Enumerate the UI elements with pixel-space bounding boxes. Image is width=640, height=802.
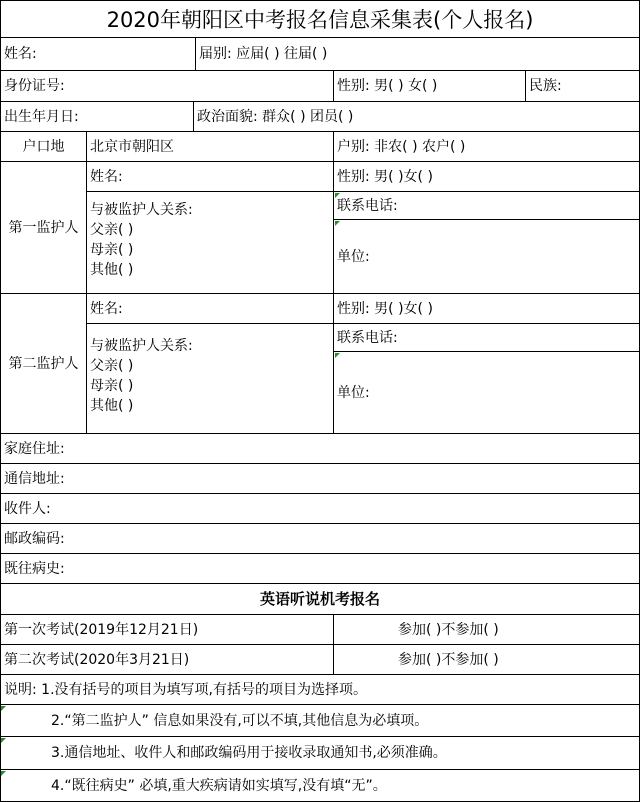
student-gender-choice[interactable]: 性别: 男( ) 女( ): [334, 71, 526, 102]
medical-history-field[interactable]: 既往病史:: [0, 554, 640, 584]
note-4: 4.“既往病史” 必填,重大疾病请如实填写,没有填“无”。: [0, 770, 640, 802]
id-number-field[interactable]: 身份证号:: [0, 71, 334, 102]
mailing-address-field[interactable]: 通信地址:: [0, 464, 640, 494]
note-2: 2.“第二监护人” 信息如果没有,可以不填,其他信息为必填项。: [0, 705, 640, 737]
relation-other[interactable]: 其他( ): [90, 398, 134, 414]
guardian1-name-field[interactable]: 姓名:: [87, 162, 334, 192]
comment-marker-icon: [335, 221, 340, 226]
form-title: 2020年朝阳区中考报名信息采集表(个人报名): [0, 0, 640, 38]
note-3: 3.通信地址、收件人和邮政编码用于接收录取通知书,必须准确。: [0, 737, 640, 770]
political-status-choice[interactable]: 政治面貌: 群众( ) 团员( ): [194, 102, 640, 132]
comment-marker-icon: [1, 771, 6, 776]
exam2-label: 第二次考试(2020年3月21日): [0, 645, 334, 675]
guardian2-label: 第二监护人: [0, 294, 87, 434]
ethnicity-field[interactable]: 民族:: [526, 71, 640, 102]
exam2-choice[interactable]: 参加( )不参加( ): [334, 645, 640, 675]
guardian1-relation-choice[interactable]: [87, 192, 334, 294]
guardian1-phone-field[interactable]: 联系电话:: [334, 192, 640, 220]
guardian2-gender-choice[interactable]: 性别: 男( )女( ): [334, 294, 640, 324]
relation-father[interactable]: 父亲( ): [90, 358, 134, 374]
guardian1-work-field[interactable]: 单位:: [334, 220, 640, 294]
relation-mother[interactable]: 母亲( ): [90, 242, 134, 258]
home-address-field[interactable]: 家庭住址:: [0, 434, 640, 464]
session-choice[interactable]: 届别: 应届( ) 往届( ): [196, 38, 640, 71]
english-exam-header: 英语听说机考报名: [0, 584, 640, 615]
student-name-field[interactable]: 姓名:: [0, 38, 196, 71]
relation-father[interactable]: 父亲( ): [90, 222, 134, 238]
comment-marker-icon: [1, 738, 6, 743]
relation-title: 与被监护人关系:: [90, 338, 193, 354]
exam1-label: 第一次考试(2019年12月21日): [0, 615, 334, 645]
exam1-choice[interactable]: 参加( )不参加( ): [334, 615, 640, 645]
guardian2-work-field[interactable]: 单位:: [334, 352, 640, 434]
postcode-field[interactable]: 邮政编码:: [0, 524, 640, 554]
comment-marker-icon: [335, 193, 340, 198]
guardian1-gender-choice[interactable]: 性别: 男( )女( ): [334, 162, 640, 192]
relation-other[interactable]: 其他( ): [90, 262, 134, 278]
guardian1-label: 第一监护人: [0, 162, 87, 294]
comment-marker-icon: [1, 706, 6, 711]
household-type-choice[interactable]: 户别: 非农( ) 农户( ): [334, 132, 640, 162]
relation-mother[interactable]: 母亲( ): [90, 378, 134, 394]
birth-date-field[interactable]: 出生年月日:: [0, 102, 194, 132]
note-1: 说明: 1.没有括号的项目为填写项,有括号的项目为选择项。: [0, 675, 640, 705]
guardian2-name-field[interactable]: 姓名:: [87, 294, 334, 324]
household-value: 北京市朝阳区: [87, 132, 334, 162]
household-label: 户口地: [0, 132, 87, 162]
comment-marker-icon: [335, 353, 340, 358]
guardian2-phone-field[interactable]: 联系电话:: [334, 324, 640, 352]
guardian2-relation-choice[interactable]: [87, 324, 334, 434]
relation-title: 与被监护人关系:: [90, 202, 193, 218]
recipient-field[interactable]: 收件人:: [0, 494, 640, 524]
